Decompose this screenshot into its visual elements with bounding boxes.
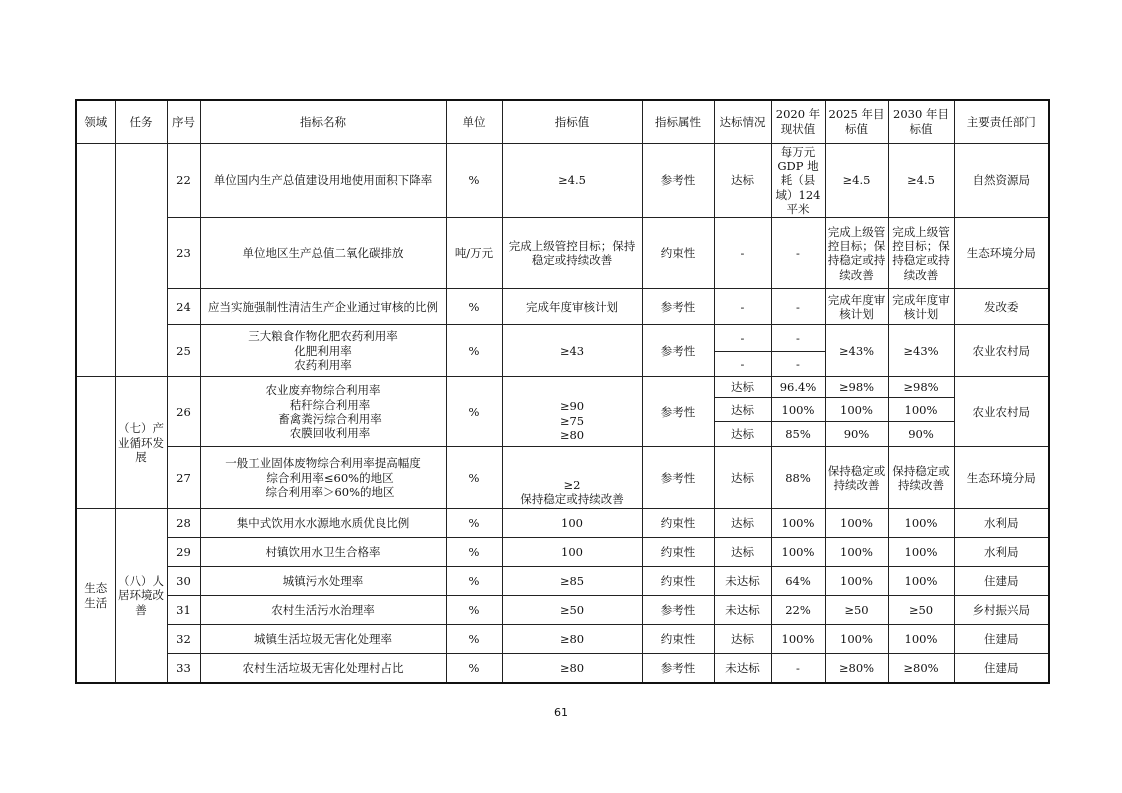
dept-cell: 住建局	[954, 625, 1049, 654]
table-row	[76, 596, 1049, 625]
table-header-row	[76, 100, 1049, 143]
y2025-cell: ≥43%	[825, 325, 888, 377]
task-group-8: （八）人居环境改善	[115, 509, 167, 683]
indicator-name: 应当实施强制性清洁生产企业通过审核的比例	[200, 289, 446, 325]
y2020-cell: 96.4%	[771, 377, 825, 398]
seq-cell: 28	[167, 509, 200, 538]
value-cell: ≥43	[502, 325, 642, 377]
status-cell: 达标	[714, 509, 771, 538]
domain-cell-blank	[76, 143, 115, 377]
dept-cell: 乡村振兴局	[954, 596, 1049, 625]
indicator-name: 农村生活污水治理率	[200, 596, 446, 625]
value-line: ≥80	[559, 428, 585, 442]
y2030-cell: 完成年度审核计划	[888, 289, 954, 325]
table-row	[76, 447, 1049, 509]
value-line: ≥90	[559, 399, 585, 414]
value-cell: ≥80	[502, 625, 642, 654]
status-cell: 达标	[714, 447, 771, 509]
header-attr: 指标属性	[642, 100, 714, 143]
y2030-cell: 完成上级管控目标；保持稳定或持续改善	[888, 218, 954, 289]
indicator-name: 村镇饮用水卫生合格率	[200, 538, 446, 567]
value-cell: 完成年度审核计划	[502, 289, 642, 325]
name-line: 农膜回收利用率	[289, 426, 371, 441]
dept-cell: 生态环境分局	[954, 218, 1049, 289]
attr-cell: 约束性	[642, 567, 714, 596]
y2025-cell: 完成上级管控目标；保持稳定或持续改善	[825, 218, 888, 289]
unit-cell: %	[446, 143, 502, 218]
attr-cell: 参考性	[642, 447, 714, 509]
y2025-cell: 100%	[825, 398, 888, 422]
y2020-cell: 每万元GDP 地耗（县域）124 平米	[771, 143, 825, 218]
header-name: 指标名称	[200, 100, 446, 143]
seq-cell: 22	[167, 143, 200, 218]
header-dept: 主要责任部门	[954, 100, 1049, 143]
y2025-cell: 保持稳定或持续改善	[825, 447, 888, 509]
name-line: 综合利用率≤60%的地区	[266, 470, 394, 485]
indicator-name: 城镇污水处理率	[200, 567, 446, 596]
header-task: 任务	[115, 100, 167, 143]
y2020-cell: -	[771, 654, 825, 683]
seq-cell: 25	[167, 325, 200, 377]
status-cell: 达标	[714, 398, 771, 422]
indicator-name: 单位国内生产总值建设用地使用面积下降率	[200, 143, 446, 218]
y2025-cell: 100%	[825, 509, 888, 538]
table-row	[76, 325, 1049, 352]
y2030-cell: 100%	[888, 538, 954, 567]
table-row	[76, 509, 1049, 538]
header-2030: 2030 年目标值	[888, 100, 954, 143]
y2020-cell: 64%	[771, 567, 825, 596]
dept-cell: 水利局	[954, 538, 1049, 567]
attr-cell: 约束性	[642, 218, 714, 289]
y2030-cell: 100%	[888, 509, 954, 538]
y2025-cell: 90%	[825, 422, 888, 447]
dept-cell: 生态环境分局	[954, 447, 1049, 509]
y2020-cell: 100%	[771, 509, 825, 538]
table-row	[76, 625, 1049, 654]
y2020-cell: 100%	[771, 538, 825, 567]
seq-cell: 23	[167, 218, 200, 289]
indicator-table	[75, 99, 1050, 684]
dept-cell: 水利局	[954, 509, 1049, 538]
name-line: 一般工业固体废物综合利用率提高幅度	[225, 456, 421, 471]
indicator-name: 城镇生活垃圾无害化处理率	[200, 625, 446, 654]
page-number: 61	[554, 706, 568, 719]
value-cell: ≥80	[502, 654, 642, 683]
header-2025: 2025 年目标值	[825, 100, 888, 143]
table-row	[76, 654, 1049, 683]
status-cell: -	[714, 289, 771, 325]
seq-cell: 29	[167, 538, 200, 567]
status-cell: 达标	[714, 143, 771, 218]
y2025-cell: 完成年度审核计划	[825, 289, 888, 325]
y2025-cell: 100%	[825, 538, 888, 567]
header-value: 指标值	[502, 100, 642, 143]
value-line: 保持稳定或持续改善	[520, 492, 624, 506]
status-cell: 未达标	[714, 567, 771, 596]
value-cell	[502, 447, 642, 509]
name-line: 三大粮食作物化肥农药利用率	[248, 329, 398, 344]
unit-cell: %	[446, 289, 502, 325]
attr-cell: 参考性	[642, 143, 714, 218]
name-line: 化肥利用率	[294, 343, 352, 358]
attr-cell: 约束性	[642, 509, 714, 538]
y2030-cell: 90%	[888, 422, 954, 447]
indicator-name	[200, 447, 446, 509]
table-row	[76, 538, 1049, 567]
name-line: 畜禽粪污综合利用率	[278, 411, 382, 426]
status-cell: 达标	[714, 422, 771, 447]
unit-cell: %	[446, 654, 502, 683]
unit-cell: %	[446, 325, 502, 377]
y2020-cell: -	[771, 289, 825, 325]
table-row	[76, 218, 1049, 289]
status-cell: 未达标	[714, 596, 771, 625]
y2020-cell: -	[771, 325, 825, 352]
attr-cell: 约束性	[642, 625, 714, 654]
y2020-cell: -	[771, 352, 825, 377]
y2025-cell: 100%	[825, 625, 888, 654]
dept-cell: 自然资源局	[954, 143, 1049, 218]
unit-cell: %	[446, 377, 502, 447]
indicator-name: 农村生活垃圾无害化处理村占比	[200, 654, 446, 683]
y2030-cell: 100%	[888, 625, 954, 654]
name-line: 农业废弃物综合利用率	[265, 383, 381, 398]
seq-cell: 24	[167, 289, 200, 325]
indicator-name	[200, 377, 446, 447]
indicator-name: 单位地区生产总值二氧化碳排放	[200, 218, 446, 289]
y2030-cell: ≥43%	[888, 325, 954, 377]
y2030-cell: 保持稳定或持续改善	[888, 447, 954, 509]
y2020-cell: 100%	[771, 398, 825, 422]
value-line: ≥2	[563, 477, 581, 492]
status-cell: 达标	[714, 625, 771, 654]
table-row	[76, 143, 1049, 218]
header-status: 达标情况	[714, 100, 771, 143]
y2020-cell: -	[771, 218, 825, 289]
unit-cell: %	[446, 509, 502, 538]
dept-cell: 发改委	[954, 289, 1049, 325]
domain-group-eco-life: 生态生活	[76, 509, 115, 683]
value-cell: ≥4.5	[502, 143, 642, 218]
seq-cell: 27	[167, 447, 200, 509]
header-seq: 序号	[167, 100, 200, 143]
y2025-cell: ≥98%	[825, 377, 888, 398]
value-cell: 100	[502, 538, 642, 567]
y2025-cell: ≥50	[825, 596, 888, 625]
value-cell: 100	[502, 509, 642, 538]
attr-cell: 参考性	[642, 377, 714, 447]
dept-cell: 住建局	[954, 654, 1049, 683]
seq-cell: 32	[167, 625, 200, 654]
status-cell: 达标	[714, 538, 771, 567]
status-cell: 未达标	[714, 654, 771, 683]
value-cell: 完成上级管控目标；保持稳定或持续改善	[502, 218, 642, 289]
task-group-7: （七）产业循环发展	[115, 377, 167, 509]
dept-cell: 农业农村局	[954, 325, 1049, 377]
header-2020: 2020 年现状值	[771, 100, 825, 143]
unit-cell: %	[446, 625, 502, 654]
y2030-cell: ≥98%	[888, 377, 954, 398]
unit-cell: %	[446, 447, 502, 509]
name-line: 综合利用率＞60%的地区	[265, 485, 395, 500]
y2030-cell: ≥80%	[888, 654, 954, 683]
y2030-cell: 100%	[888, 398, 954, 422]
attr-cell: 参考性	[642, 596, 714, 625]
y2025-cell: 100%	[825, 567, 888, 596]
table-row	[76, 377, 1049, 398]
attr-cell: 参考性	[642, 654, 714, 683]
y2020-cell: 100%	[771, 625, 825, 654]
unit-cell: %	[446, 567, 502, 596]
y2030-cell: 100%	[888, 567, 954, 596]
status-cell: 达标	[714, 377, 771, 398]
dept-cell: 农业农村局	[954, 377, 1049, 447]
table-row	[76, 289, 1049, 325]
attr-cell: 参考性	[642, 325, 714, 377]
table-row	[76, 567, 1049, 596]
y2025-cell: ≥80%	[825, 654, 888, 683]
name-line: 农药利用率	[294, 358, 352, 373]
y2020-cell: 88%	[771, 447, 825, 509]
status-cell: -	[714, 325, 771, 352]
dept-cell: 住建局	[954, 567, 1049, 596]
attr-cell: 约束性	[642, 538, 714, 567]
y2025-cell: ≥4.5	[825, 143, 888, 218]
indicator-name: 集中式饮用水水源地水质优良比例	[200, 509, 446, 538]
y2020-cell: 22%	[771, 596, 825, 625]
seq-cell: 33	[167, 654, 200, 683]
y2030-cell: ≥4.5	[888, 143, 954, 218]
status-cell: -	[714, 352, 771, 377]
unit-cell: 吨/万元	[446, 218, 502, 289]
value-cell: ≥50	[502, 596, 642, 625]
task-cell-blank	[115, 143, 167, 377]
indicator-name	[200, 325, 446, 377]
value-cell	[502, 377, 642, 447]
header-domain: 领域	[76, 100, 115, 143]
status-cell: -	[714, 218, 771, 289]
attr-cell: 参考性	[642, 289, 714, 325]
seq-cell: 31	[167, 596, 200, 625]
value-cell: ≥85	[502, 567, 642, 596]
value-line: ≥75	[559, 413, 585, 428]
unit-cell: %	[446, 538, 502, 567]
domain-cell-blank	[76, 377, 115, 509]
seq-cell: 30	[167, 567, 200, 596]
name-line: 秸秆综合利用率	[289, 397, 371, 412]
unit-cell: %	[446, 596, 502, 625]
header-unit: 单位	[446, 100, 502, 143]
y2020-cell: 85%	[771, 422, 825, 447]
y2030-cell: ≥50	[888, 596, 954, 625]
seq-cell: 26	[167, 377, 200, 447]
